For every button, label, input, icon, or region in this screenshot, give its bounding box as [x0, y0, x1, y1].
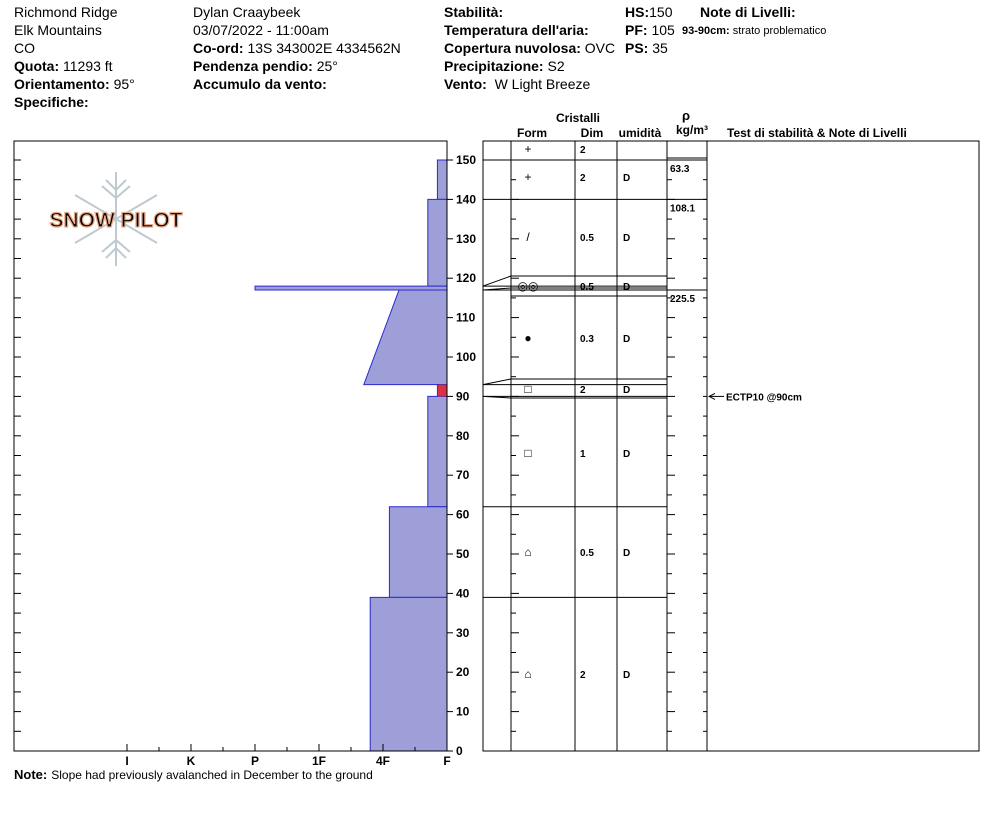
- depth-axis: [447, 153, 476, 758]
- header-precip: Precipitazione: S2: [444, 58, 565, 74]
- header-specifics: Specifiche:: [14, 94, 89, 110]
- hardness-segment-0: [437, 160, 447, 199]
- header-stability-notes: Test di stabilità & Note di Livelli: [727, 126, 907, 140]
- header-sky: Copertura nuvolosa: OVC: [444, 40, 616, 56]
- layer-form-6: □: [524, 446, 532, 460]
- table-minor-ticks: [511, 160, 707, 751]
- header-wind: Vento: W Light Breeze: [444, 76, 591, 92]
- hardness-segment-2: [255, 286, 447, 290]
- depth-label-20: 20: [456, 665, 470, 680]
- layer-dim-0: 2: [580, 145, 586, 156]
- hardness-tick-label-4: 4F: [375, 754, 391, 768]
- footer-note: Note: Slope had previously avalanched in December to the ground: [14, 767, 373, 782]
- header-aspect: Orientamento: 95°: [14, 76, 135, 92]
- hardness-segment-7: [370, 597, 447, 751]
- header-moisture: umidità: [618, 126, 662, 140]
- logo-text: SNOW PILOT: [49, 209, 183, 232]
- layer-moisture-7: D: [623, 548, 631, 559]
- stability-tests: [709, 392, 802, 403]
- depth-label-90: 90: [456, 389, 470, 404]
- layer-form-7: ⌂: [524, 545, 532, 559]
- density-value-2: 225.5: [670, 294, 696, 306]
- depth-label-40: 40: [456, 586, 470, 601]
- header-rho: ρ: [681, 108, 691, 123]
- layer-moisture-6: D: [623, 449, 631, 460]
- header-observer: Dylan Craaybeek: [193, 4, 301, 20]
- hardness-plot: [14, 141, 451, 768]
- layer-moisture-3: D: [623, 282, 631, 293]
- layer-dim-7: 0.5: [580, 548, 594, 559]
- header-stability: Stabilità:: [444, 4, 504, 20]
- snowpilot-logo: [50, 172, 183, 266]
- header-elevation: Quota: 11293 ft: [14, 58, 113, 74]
- layer-form-1: +: [524, 170, 532, 184]
- header-wind-loading: Accumulo da vento:: [193, 76, 327, 92]
- layer-form-8: ⌂: [524, 667, 532, 681]
- header-coords: Co-ord: 13S 343002E 4334562N: [193, 40, 401, 56]
- header-form: Form: [517, 126, 547, 140]
- header-ps: PS: 35: [625, 40, 668, 56]
- depth-label-50: 50: [456, 547, 470, 561]
- layer-dim-5: 2: [580, 385, 586, 396]
- depth-label-60: 60: [456, 507, 470, 522]
- header-slope: Pendenza pendio: 25°: [193, 58, 338, 74]
- layer-dim-3: 0.5: [580, 282, 594, 293]
- layer-dim-1: 2: [580, 173, 586, 184]
- layer-dim-4: 0.3: [580, 334, 594, 345]
- layer-spread-2: [483, 379, 511, 385]
- density-value-0: 63.3: [670, 164, 690, 175]
- problem-layer-marker: [438, 385, 447, 397]
- layer-dim-6: 1: [580, 449, 586, 460]
- layer-notes-title: Note di Livelli:: [700, 4, 796, 20]
- hardness-segment-1: [428, 199, 447, 286]
- header-cristalli: Cristalli: [555, 111, 601, 125]
- left-minor-ticks: [14, 160, 21, 751]
- header-col1-row2: CO: [14, 40, 35, 56]
- hardness-tick-label-1: K: [186, 754, 196, 768]
- depth-label-100: 100: [456, 350, 477, 364]
- header-dim: Dim: [580, 126, 604, 140]
- density-lines: [667, 158, 707, 305]
- layer-moisture-1: D: [623, 173, 631, 184]
- layer-form-2: /: [526, 230, 530, 244]
- hardness-tick-label-0: I: [125, 754, 129, 768]
- hardness-segment-6: [389, 507, 447, 598]
- layer-moisture-2: D: [623, 233, 631, 244]
- layer-form-4: ●: [524, 331, 532, 345]
- depth-label-30: 30: [456, 625, 470, 640]
- hardness-tick-label-2: P: [250, 754, 260, 768]
- depth-label-140: 140: [456, 192, 477, 207]
- depth-label-130: 130: [456, 231, 477, 246]
- layer-form-3: ◎◎: [517, 279, 539, 293]
- hardness-tick-label-3: 1F: [311, 754, 327, 768]
- layer-dim-2: 0.5: [580, 233, 594, 244]
- depth-label-0: 0: [456, 744, 463, 758]
- layer-moisture-8: D: [623, 670, 631, 681]
- hardness-segment-3: [364, 290, 447, 385]
- stability-test-label-0: ECTP10 @90cm: [726, 392, 802, 404]
- hardness-tick-label-5: F: [443, 754, 451, 768]
- header-col1-row0: Richmond Ridge: [14, 4, 118, 20]
- header-hs: HS:150: [625, 4, 673, 20]
- depth-label-110: 110: [456, 310, 476, 325]
- layer-dim-8: 2: [580, 670, 586, 681]
- depth-label-70: 70: [456, 468, 470, 483]
- depth-label-120: 120: [456, 271, 477, 286]
- layer-note-entry: 93-90cm: strato problematico: [682, 25, 827, 37]
- layer-moisture-5: D: [623, 385, 631, 396]
- header-density-unit: kg/m³: [675, 123, 709, 137]
- hardness-profile-fills: [255, 160, 447, 751]
- layer-spread-0: [483, 276, 511, 286]
- density-value-1: 108.1: [670, 203, 696, 215]
- header-datetime: 03/07/2022 - 11:00am: [193, 22, 329, 38]
- table-frame: [483, 141, 979, 751]
- layer-form-0: +: [524, 142, 532, 156]
- layer-table: [483, 108, 979, 751]
- layer-rows: [518, 142, 631, 681]
- hardness-segment-5: [428, 396, 447, 506]
- layer-moisture-4: D: [623, 334, 631, 345]
- depth-label-10: 10: [456, 704, 470, 719]
- header-pf: PF: 105: [625, 22, 675, 38]
- header-col1-row1: Elk Mountains: [14, 22, 102, 38]
- depth-label-80: 80: [456, 428, 470, 443]
- layer-form-5: □: [524, 382, 532, 396]
- depth-label-150: 150: [456, 153, 477, 167]
- header-air-temp: Temperatura dell'aria:: [444, 22, 589, 38]
